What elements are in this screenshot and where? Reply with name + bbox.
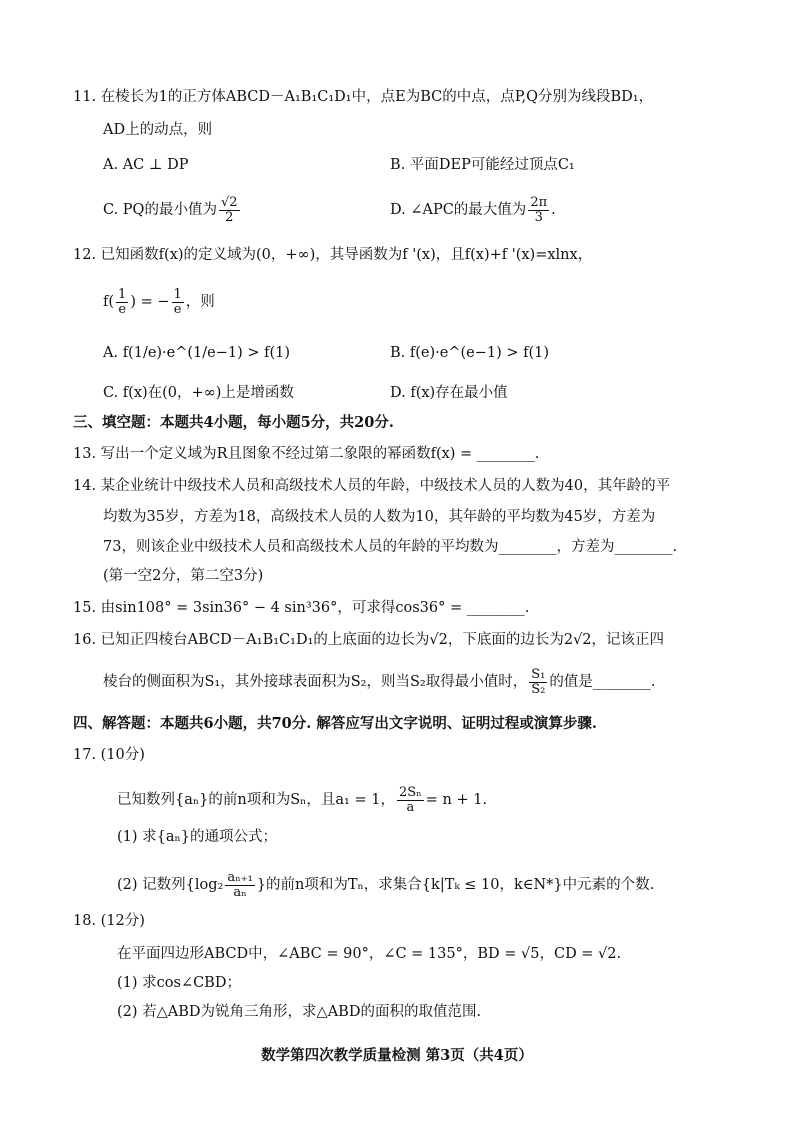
q16-line2: 棱台的侧面积为S₁，其外接球表面积为S₂，则当S₂取得最小值时， $\frac{\text{S₁}}{\text{S₂}}$ 的值是________. [103,667,656,697]
q17-stem: 已知数列{aₙ}的前n项和为Sₙ，且a₁ = 1， $\frac{\text{2Sₙ}}{a}$ = n + 1. [117,785,488,815]
q17-part2: (2) 记数列{log₂ $\frac{\text{aₙ₊₁}}{\text{aₙ}}$ }的前n项和为Tₙ，求集合{k|Tₖ ≤ 10，k∈N*}中元素的个数. [117,870,655,900]
q12-stem-line2: f( $\frac{1}{e}$ ) = − $\frac{1}{e}$ ，则 [103,287,215,317]
q18-header: 18. (12分) [73,913,145,929]
q11-stem-line1: 11. 在棱长为1的正方体ABCD－A₁B₁C₁D₁中，点E为BC的中点，点P,Q分别为线段BD₁， [73,89,654,105]
page-footer: 数学第四次教学质量检测 第3页（共4页） [261,1047,533,1064]
q14-line1: 14. 某企业统计中级技术人员和高级技术人员的年龄，中级技术人员的人数为40，其年龄的平 [73,478,671,494]
q12-option-d: D. f(x)存在最小值 [390,385,508,401]
q12-option-b: B. f(e)·e^(e−1) > f(1) [390,345,550,361]
section-fill-in-heading: 三、填空题：本题共4小题，每小题5分，共20分. [73,414,394,431]
q12-stem-line1: 12. 已知函数f(x)的定义域为(0，+∞)，其导函数为f '(x)，且f(x)+f '(x)=xlnx， [73,247,593,263]
q17-header: 17. (10分) [73,747,145,763]
q16-ratio-fraction: $\frac{\text{S₁}}{\text{S₂}}$ [531,667,546,697]
q11-option-b: B. 平面DEP可能经过顶点C₁ [390,157,575,173]
q15: 15. 由sin108° = 3sin36° − 4 sin³36°，可求得cos36° = ________. [73,600,530,616]
q14-line3: 73，则该企业中级技术人员和高级技术人员的年龄的平均数为________，方差为________. [103,539,678,555]
q14-line2: 均数为35岁，方差为18，高级技术人员的人数为10，其年龄的平均数为45岁，方差为 [103,509,656,525]
q12-option-c: C. f(x)在(0，+∞)上是增函数 [103,385,294,401]
section-answer-heading: 四、解答题：本题共6小题，共70分. 解答应写出文字说明、证明过程或演算步骤. [73,715,597,732]
q17-part1: (1) 求{aₙ}的通项公式； [117,829,278,845]
q16-line1: 16. 已知正四棱台ABCD－A₁B₁C₁D₁的上底面的边长为√2，下底面的边长为2√2，记该正四 [73,632,665,648]
q11-option-d-fraction: $\frac{2\pi}{3}$ [530,195,548,225]
q17-log-fraction: $\frac{\text{aₙ₊₁}}{\text{aₙ}}$ [227,870,253,900]
q11-option-a: A. AC ⊥ DP [103,157,189,173]
q18-part2: (2) 若△ABD为锐角三角形，求△ABD的面积的取值范围. [117,1004,482,1020]
q11-option-c-fraction: $\frac{√2}{2}$ [220,195,238,225]
q11-stem-line2: AD上的动点，则 [103,122,213,138]
q12-option-a: A. f(1/e)·e^(1/e−1) > f(1) [103,345,291,361]
q17-fraction: $\frac{\text{2Sₙ}}{a}$ [398,785,422,815]
q11-option-c: C. PQ的最小值为 $\frac{√2}{2}$ [103,195,238,225]
q13: 13. 写出一个定义域为R且图象不经过第二象限的幂函数f(x) = ________. [73,446,540,462]
q11-option-d: D. ∠APC的最大值为 $\frac{2\pi}{3}$ . [390,195,556,225]
q18-stem: 在平面四边形ABCD中，∠ABC = 90°，∠C = 135°，BD = √5，CD = √2. [117,946,622,962]
q14-line4: (第一空2分，第二空3分) [103,568,264,584]
q18-part1: (1) 求cos∠CBD； [117,975,241,991]
